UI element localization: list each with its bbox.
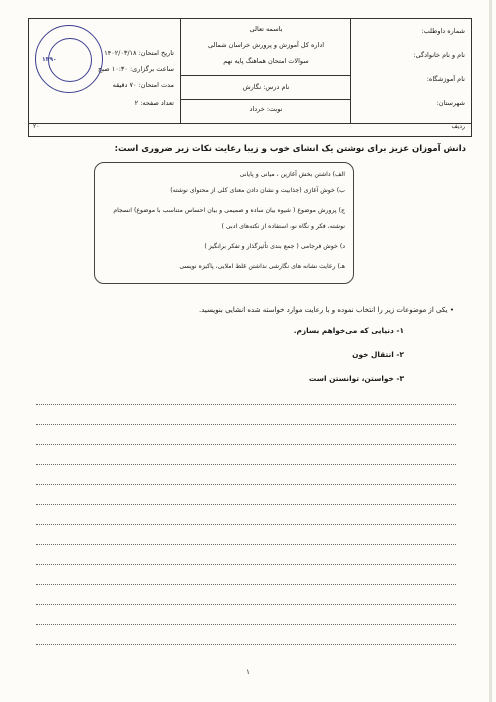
instruction-heading: دانش آموزان عزیز برای نوشتن یک انشای خوب و زیبا رعایت نکات زیر ضروری است: (114, 144, 466, 154)
city-label: شهرستان: (436, 99, 465, 107)
topic-item: ۲- انتقال خون (352, 350, 404, 359)
tip-item: نوشته، فکر و نگاه نو، استفاده از نکته‌های ادبی ) (221, 223, 345, 230)
tip-item: ج) پرورش موضوع ( شیوه بیان ساده و صمیمی و بیان احساس متناسب با موضوع) انسجام (113, 207, 345, 214)
topic-item: ۳- خواستن، توانستن است (308, 374, 404, 383)
bismillah: باسمه تعالی (249, 25, 283, 33)
course-name: نام درس: نگارش (242, 83, 290, 91)
tip-item: الف) داشتن بخش آغازین ، میانی و پایانی (239, 171, 345, 178)
exam-time: ساعت برگزاری: ۱۰:۳۰ صبح (97, 65, 174, 73)
stamp-number: ۱۳۹۰ (42, 56, 57, 63)
exam-title-column (180, 19, 351, 123)
student-info-column (350, 19, 471, 123)
school-stamp (35, 25, 103, 93)
exam-meta-column (29, 19, 180, 123)
exam-header (28, 18, 472, 124)
exam-date: تاریخ امتحان: ۱۴۰۲/۰۳/۱۸ (104, 49, 174, 57)
choose-topic-instruction: • یکی از موضوعات زیر را انتخاب نموده و با رعایت موارد خواسته شده انشایی بنویسید. (198, 306, 454, 314)
school-name-label: نام آموزشگاه: (426, 75, 465, 83)
tip-item: هـ) رعایت نشانه های نگارشی نداشتن غلط املایی، پاکیزه نویسی (179, 263, 345, 270)
student-name-label: نام و نام خانوادگی: (413, 51, 465, 59)
paper-edge (489, 0, 492, 702)
tip-item: ب) خوش آغازی (جذابیت و نشان دادن معنای کلی از محتوای نوشته) (170, 187, 345, 194)
exam-session: نوبت: خرداد (249, 105, 283, 113)
topic-item: ۱- دنیایی که می‌خواهم بسازم. (293, 326, 404, 335)
exam-title: سوالات امتحان هماهنگ پایه نهم (223, 57, 309, 65)
student-number-label: شماره داوطلب: (421, 27, 465, 35)
office-name: اداره کل آموزش و پرورش خراسان شمالی (207, 41, 325, 49)
page-count: تعداد صفحه: ۲ (134, 99, 174, 107)
row-grade-bar (28, 122, 472, 137)
tip-item: د) خوش فرجامی ( جمع بندی تأثیرگذار و تفکر برانگیز ) (204, 243, 345, 250)
writing-tips-box (94, 162, 354, 284)
max-score: ۲۰ (33, 123, 40, 130)
page-number: ۱ (246, 668, 250, 676)
row-label: ردیف (451, 123, 465, 130)
exam-duration: مدت امتحان: ۷۰ دقیقه (112, 81, 174, 89)
